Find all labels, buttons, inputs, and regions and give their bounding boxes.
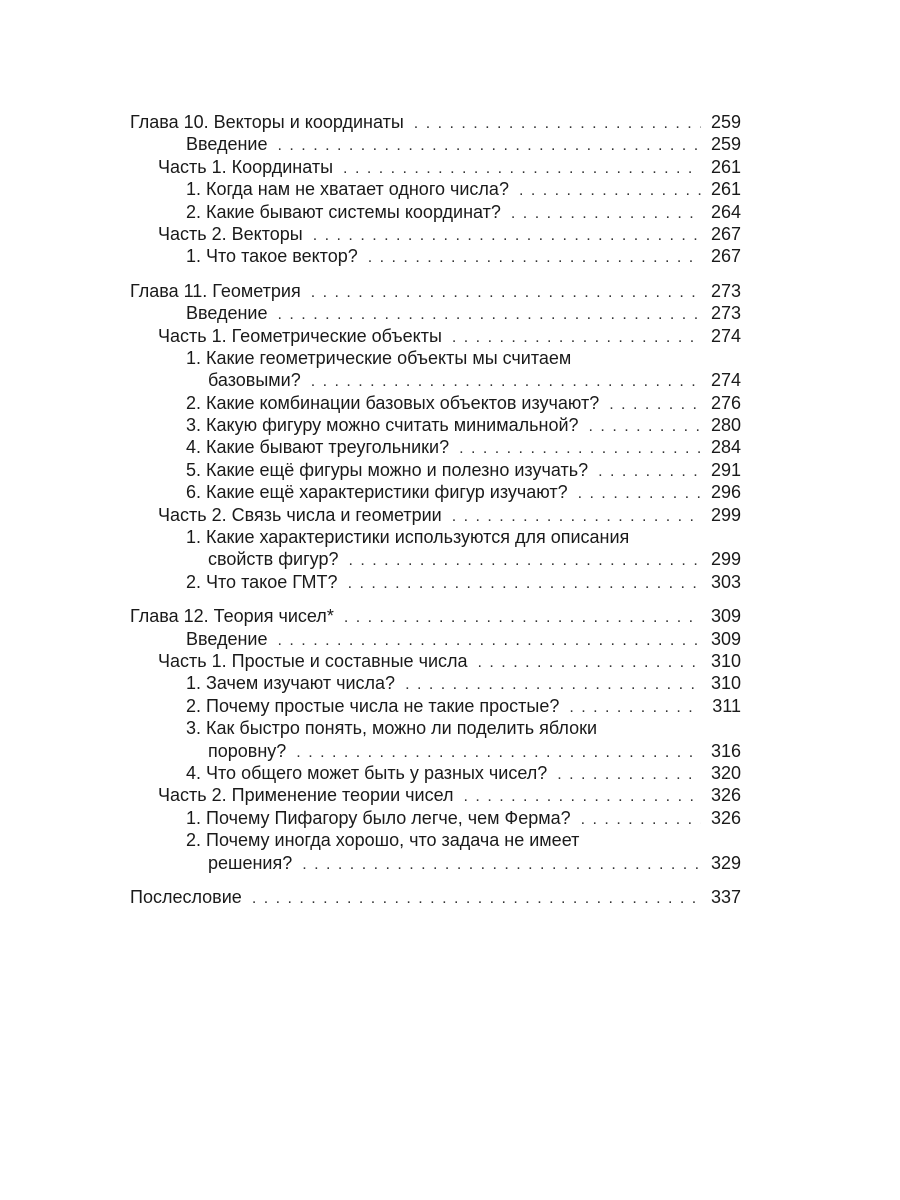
toc-entry[interactable] <box>130 436 741 458</box>
dot-leader <box>348 550 701 572</box>
toc-entry-continuation[interactable] <box>130 740 741 762</box>
dot-leader <box>589 416 701 438</box>
dot-leader <box>278 135 701 157</box>
dot-leader <box>252 888 701 910</box>
toc-page-number: 309 <box>710 628 741 649</box>
toc-page-number: 309 <box>710 606 741 627</box>
dot-leader <box>414 113 701 135</box>
dot-leader <box>598 461 701 483</box>
dot-leader <box>478 652 701 674</box>
toc-page-number: 310 <box>710 650 741 671</box>
dot-leader <box>464 786 701 808</box>
toc-entry-part[interactable] <box>130 504 741 526</box>
toc-entry-title: 2. Какие бывают системы координат? <box>186 201 501 222</box>
toc-page-number: 329 <box>710 852 741 873</box>
toc-entry[interactable] <box>130 526 741 548</box>
dot-leader <box>313 225 701 247</box>
dot-leader <box>278 630 701 652</box>
toc-entry-title: 1. Какие геометрические объекты мы считаем <box>186 347 572 368</box>
toc-entry-title: 2. Почему простые числа не такие простые? <box>186 695 560 716</box>
toc-entry-part[interactable] <box>130 784 741 806</box>
toc-entry-title: 4. Какие бывают треугольники? <box>186 437 450 458</box>
toc-entry-title: 3. Как быстро понять, можно ли поделить яблоки <box>186 718 598 739</box>
dot-leader <box>311 371 701 393</box>
toc-entry-chapter[interactable] <box>130 886 741 908</box>
toc-entry[interactable] <box>130 414 741 436</box>
dot-leader <box>368 247 701 269</box>
toc-page-number: 280 <box>710 415 741 436</box>
toc-entry[interactable] <box>130 628 741 650</box>
dot-leader <box>348 573 701 595</box>
toc-page-number: 316 <box>710 740 741 761</box>
toc-page-number: 264 <box>710 201 741 222</box>
toc-entry-title: Часть 2. Применение теории чисел <box>158 785 454 806</box>
toc-entry-title: 1. Что такое вектор? <box>186 246 358 267</box>
toc-page-number: 259 <box>710 112 741 132</box>
toc-entry-title: 2. Почему иногда хорошо, что задача не имеет <box>186 830 580 851</box>
toc-entry-continuation[interactable] <box>130 548 741 570</box>
toc-entry-title: Часть 2. Векторы <box>158 223 303 244</box>
dot-leader <box>343 158 701 180</box>
toc-entry[interactable] <box>130 245 741 267</box>
dot-leader <box>405 674 701 696</box>
toc-entry[interactable] <box>130 672 741 694</box>
toc-entry[interactable] <box>130 178 741 200</box>
toc-entry-title: 5. Какие ещё фигуры можно и полезно изучать? <box>186 459 589 480</box>
toc-entry-title: 4. Что общего может быть у разных чисел? <box>186 762 548 783</box>
toc-entry-part[interactable] <box>130 156 741 178</box>
dot-leader <box>459 438 701 460</box>
toc-page-number: 284 <box>710 437 741 458</box>
toc-entry-title: базовыми? <box>208 370 301 391</box>
toc-page-number: 259 <box>710 134 741 155</box>
toc-entry[interactable] <box>130 302 741 324</box>
toc-entry[interactable] <box>130 807 741 829</box>
toc-entry-title: 2. Что такое ГМТ? <box>186 571 338 592</box>
toc-page-number: 320 <box>710 762 741 783</box>
toc-entry[interactable] <box>130 459 741 481</box>
toc-entry-title: 1. Какие характеристики используются для описания <box>186 527 630 548</box>
dot-leader <box>302 854 701 876</box>
dot-leader <box>609 394 701 416</box>
toc-entry-title: Послесловие <box>130 886 242 907</box>
toc-page-number: 274 <box>710 370 741 391</box>
toc-entry-title: поровну? <box>208 740 287 761</box>
toc-entry-part[interactable] <box>130 325 741 347</box>
dot-leader <box>344 607 701 629</box>
toc-entry-title: свойств фигур? <box>208 549 339 570</box>
toc-entry[interactable] <box>130 829 741 851</box>
dot-leader <box>278 304 701 326</box>
toc-page-number: 273 <box>710 303 741 324</box>
toc-entry-title: Часть 1. Координаты <box>158 156 334 177</box>
toc-page-number: 296 <box>710 482 741 503</box>
toc-page-number: 311 <box>712 695 741 716</box>
dot-leader <box>569 697 701 719</box>
dot-leader <box>519 180 701 202</box>
toc-entry-title: Глава 10. Векторы и координаты <box>130 112 404 132</box>
toc-entry-title: Часть 2. Связь числа и геометрии <box>158 504 442 525</box>
dot-leader <box>578 483 701 505</box>
toc-entry-title: Глава 11. Геометрия <box>130 280 301 301</box>
toc-entry-title: решения? <box>208 852 293 873</box>
toc-entry-title: Введение <box>186 303 268 324</box>
toc-entry-title: 1. Когда нам не хватает одного числа? <box>186 179 509 200</box>
toc-page-number: 276 <box>710 392 741 413</box>
toc-entry-title: 1. Зачем изучают числа? <box>186 673 396 694</box>
toc-entry[interactable] <box>130 133 741 155</box>
toc-page-number: 261 <box>710 156 741 177</box>
dot-leader <box>296 742 701 764</box>
toc-page-number: 267 <box>710 246 741 267</box>
toc-entry[interactable] <box>130 571 741 593</box>
toc-entry-title: Часть 1. Простые и составные числа <box>158 650 468 671</box>
toc-entry[interactable] <box>130 392 741 414</box>
dot-leader <box>452 506 701 528</box>
toc-page-number: 326 <box>710 807 741 828</box>
toc-entry-chapter[interactable] <box>130 111 741 133</box>
toc-entry[interactable] <box>130 347 741 369</box>
toc-entry[interactable] <box>130 762 741 784</box>
toc-entry-title: Глава 12. Теория чисел* <box>130 606 334 627</box>
toc-entry-chapter[interactable] <box>130 280 741 302</box>
toc-page-number: 310 <box>710 673 741 694</box>
toc-entry-title: Введение <box>186 134 268 155</box>
table-of-contents <box>130 111 741 908</box>
toc-page-number: 274 <box>710 325 741 346</box>
toc-page-number: 273 <box>710 280 741 301</box>
toc-entry-continuation[interactable] <box>130 369 741 391</box>
toc-entry-chapter[interactable] <box>130 605 741 627</box>
dot-leader <box>311 282 701 304</box>
toc-entry[interactable] <box>130 201 741 223</box>
toc-entry-title: 2. Какие комбинации базовых объектов изучают? <box>186 392 600 413</box>
toc-page-number: 267 <box>710 223 741 244</box>
toc-entry[interactable] <box>130 717 741 739</box>
toc-page-number: 299 <box>710 504 741 525</box>
toc-page-number: 299 <box>710 549 741 570</box>
toc-entry-title: 1. Почему Пифагору было легче, чем Ферма? <box>186 807 571 828</box>
dot-leader <box>452 327 701 349</box>
toc-entry-title: Введение <box>186 628 268 649</box>
toc-entry[interactable] <box>130 695 741 717</box>
toc-page-number: 303 <box>710 571 741 592</box>
dot-leader <box>581 809 701 831</box>
toc-entry-part[interactable] <box>130 650 741 672</box>
toc-entry[interactable] <box>130 481 741 503</box>
dot-leader <box>511 203 701 225</box>
dot-leader <box>557 764 701 786</box>
toc-entry-title: Часть 1. Геометрические объекты <box>158 325 442 346</box>
toc-entry-title: 3. Какую фигуру можно считать минимальной? <box>186 415 579 436</box>
toc-entry-title: 6. Какие ещё характеристики фигур изучают? <box>186 482 568 503</box>
toc-entry-part[interactable] <box>130 223 741 245</box>
toc-page-number: 291 <box>710 459 741 480</box>
toc-page-number: 326 <box>710 785 741 806</box>
toc-page-number: 261 <box>710 179 741 200</box>
toc-page-number: 337 <box>710 886 741 907</box>
toc-entry-continuation[interactable] <box>130 852 741 874</box>
